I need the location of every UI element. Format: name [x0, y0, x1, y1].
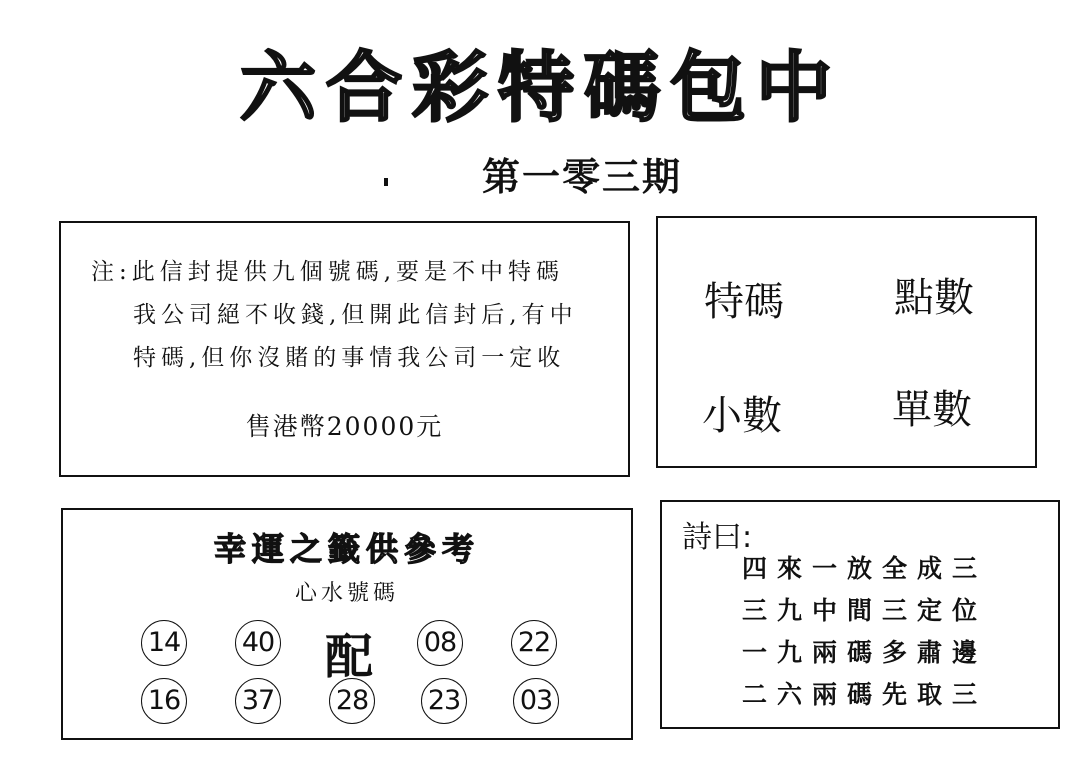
lucky-subtitle: 心水號碼: [294, 581, 399, 606]
price-text: 售港幣20000元: [245, 412, 444, 441]
match-glyph: 配: [325, 629, 374, 685]
categories-box: [656, 216, 1037, 468]
notice-box: [59, 221, 630, 477]
number-ball: 08: [417, 620, 463, 666]
number-ball: 14: [141, 620, 187, 666]
category-small: 小數: [702, 393, 782, 439]
lucky-box: [61, 508, 633, 740]
poem-box: [660, 500, 1060, 729]
page-title: 六合彩特碼包中: [240, 43, 842, 132]
number-ball: 37: [235, 678, 281, 724]
notice-line: 特碼,但你沒賭的事情我公司一定收: [133, 345, 566, 371]
notice-text: [91, 251, 578, 380]
poem-line: 一九兩碼多肅邊: [742, 638, 988, 667]
poem-heading: 詩曰:: [682, 520, 753, 555]
notice-line: 注:此信封提供九個號碼,要是不中特碼: [91, 259, 565, 285]
number-ball: 03: [513, 678, 559, 724]
lucky-title: 幸運之籤供參考: [213, 530, 480, 568]
poem-line: 二六兩碼先取三: [742, 680, 988, 709]
category-points: 點數: [894, 275, 974, 321]
number-ball: 28: [329, 678, 375, 724]
notice-line: 我公司絕不收錢,但開此信封后,有中: [133, 302, 578, 328]
category-special-number: 特碼: [704, 279, 784, 325]
poem-lines: [742, 548, 987, 716]
number-ball: 22: [511, 620, 557, 666]
issue-number: 第一零三期: [482, 154, 683, 199]
number-ball: 16: [141, 678, 187, 724]
poem-line: 三九中間三定位: [742, 596, 988, 625]
number-ball: 23: [421, 678, 467, 724]
category-odd: 單數: [892, 387, 972, 433]
stray-mark: [384, 178, 388, 186]
poem-line: 四來一放全成三: [742, 554, 988, 583]
number-ball: 40: [235, 620, 281, 666]
